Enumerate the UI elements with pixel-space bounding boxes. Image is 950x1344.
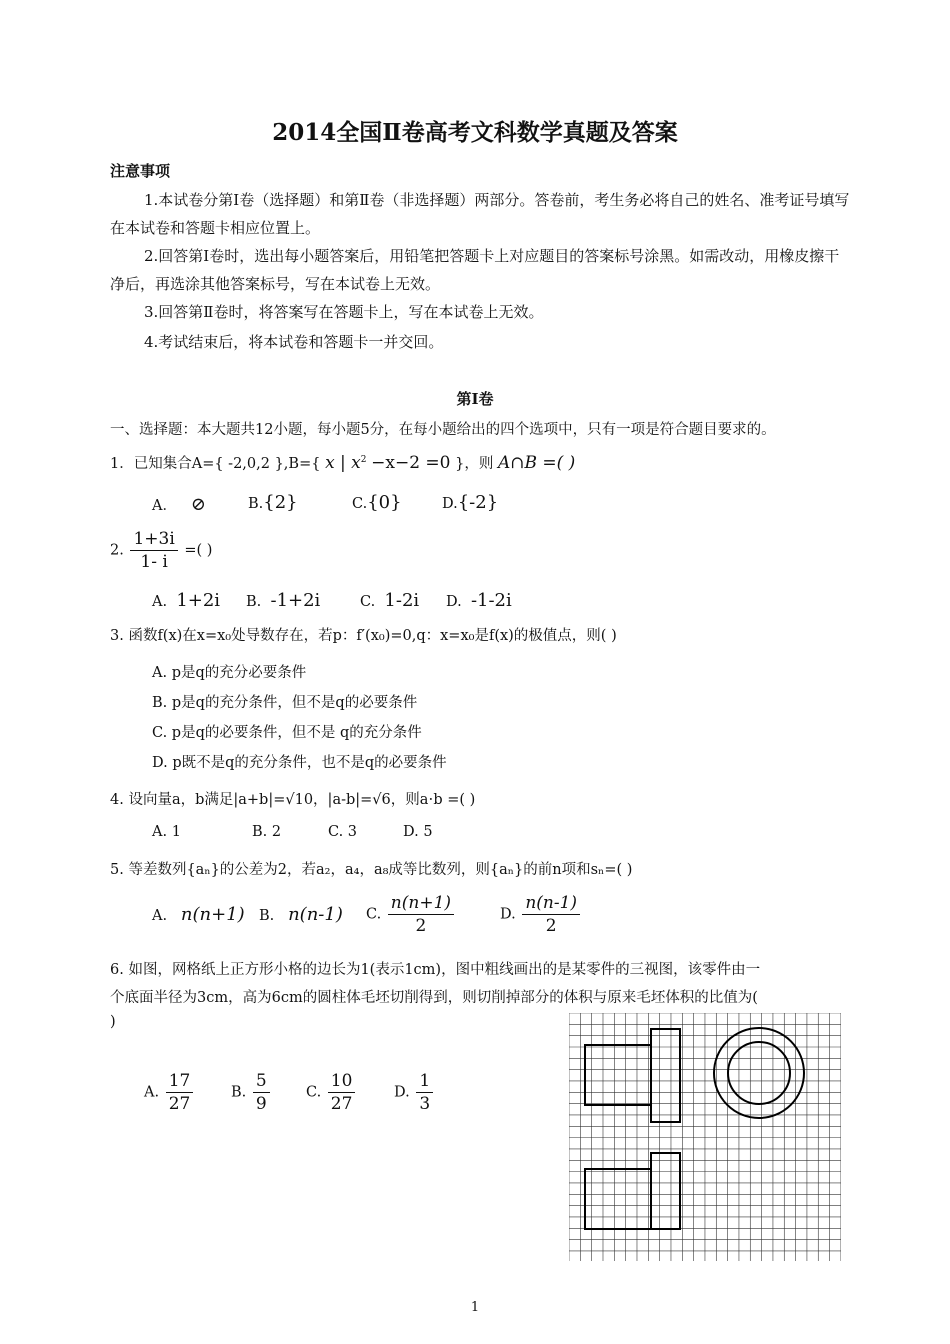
side-view-flange [651,1153,680,1229]
q1-option-a: A． ⊘ [152,494,206,515]
q4-option-d: D. 5 [403,824,433,840]
question-4-stem: 4. 设向量a，b满足|a+b|=√10，|a-b|=√6，则a⋅b =( ) [110,792,476,808]
q5-option-a: A. n(n+1) [152,904,245,925]
question-6-line-1: 6. 如图，网格纸上正方形小格的边长为1(表示1cm)，图中粗线画出的是某零件的三视图，该零件由一 [110,962,761,978]
question-5-stem: 5. 等差数列{aₙ}的公差为2，若a₂，a₄，a₈成等比数列，则{aₙ}的前n项和sₙ=( ) [110,862,633,878]
front-view-flange [651,1029,680,1122]
notice-item-2: 2.回答第Ⅰ卷时，选出每小题答案后，用铅笔把答题卡上对应题目的答案标号涂黑。如需改动，用橡皮擦干净后，再选涂其他答案标号，写在本试卷上无效。 [110,247,840,293]
q1-option-c: C.{0} [352,492,402,513]
grid-lines [569,1013,841,1261]
q6-option-c: C. $\frac{10}{27}$ [306,1070,357,1115]
q4-option-c: C. 3 [328,824,358,840]
q5-option-d: D. $\frac{n(n-1)}{2}$ [500,892,582,937]
notice-heading: 注意事项 [110,162,171,180]
q6-option-a: A. $\frac{17}{27}$ [144,1070,195,1115]
question-6-line-3: ) [110,1014,116,1030]
section-intro: 一、选择题：本大题共12小题，每小题5分，在每小题给出的四个选项中，只有一项是符合题目要求的。 [110,422,776,438]
top-view-inner-circle [728,1042,790,1104]
q6-option-b: B. $\frac{5}{9}$ [231,1070,272,1115]
front-view-body [585,1045,651,1105]
notice-item-4: 4.考试结束后，将本试卷和答题卡一并交回。 [144,333,444,351]
three-view-figure [569,1013,841,1261]
q3-option-a: A. p是q的充分必要条件 [152,665,307,681]
section-title: 第Ⅰ卷 [456,390,494,408]
page-title: 2014全国Ⅱ卷高考文科数学真题及答案 [272,119,678,146]
question-2-stem: 2. $\frac{1+3i}{1- i}$ =( ) [110,529,213,572]
q6-option-d: D. $\frac{1}{3}$ [394,1070,435,1115]
notice-item-1: 1.本试卷分第Ⅰ卷（选择题）和第Ⅱ卷（非选择题）两部分。答卷前，考生务必将自己的姓名、准考证号填写在本试卷和答题卡相应位置上。 [110,191,850,237]
q4-option-a: A. 1 [152,824,181,840]
question-1-stem: 1．已知集合A={ -2,0,2 },B={ x | $x^2 -x-2 =0$ }，则 A∩B =( ) [110,453,576,473]
q3-option-d: D. p既不是q的充分条件，也不是q的必要条件 [152,755,447,771]
q2-option-d: D. -1-2i [446,590,512,611]
q5-option-b: B. n(n-1) [259,904,343,925]
q2-option-a: A. 1+2i [152,590,221,611]
q1-option-b: B.{2} [248,492,298,513]
q4-option-b: B. 2 [252,824,282,840]
question-6-line-2: 个底面半径为3cm，高为6cm的圆柱体毛坯切削得到，则切削掉部分的体积与原来毛坯体积的比值为( [110,990,758,1006]
notice-item-3: 3.回答第Ⅱ卷时，将答案写在答题卡上，写在本试卷上无效。 [144,303,544,321]
side-view-body [585,1169,651,1229]
q2-option-c: C. 1-2i [360,590,420,611]
q3-option-b: B. p是q的充分条件，但不是q的必要条件 [152,695,418,711]
q2-option-b: B. -1+2i [246,590,321,611]
q5-option-c: C. $\frac{n(n+1)}{2}$ [366,892,456,937]
question-3-stem: 3. 函数f(x)在x=x₀处导数存在，若p：f′(x₀)=0,q：x=x₀是f(x)的极值点，则( ) [110,628,617,644]
q3-option-c: C. p是q的必要条件，但不是 q的充分条件 [152,725,422,741]
q1-option-d: D.{-2} [442,492,499,513]
page-number: 1 [470,1300,480,1315]
